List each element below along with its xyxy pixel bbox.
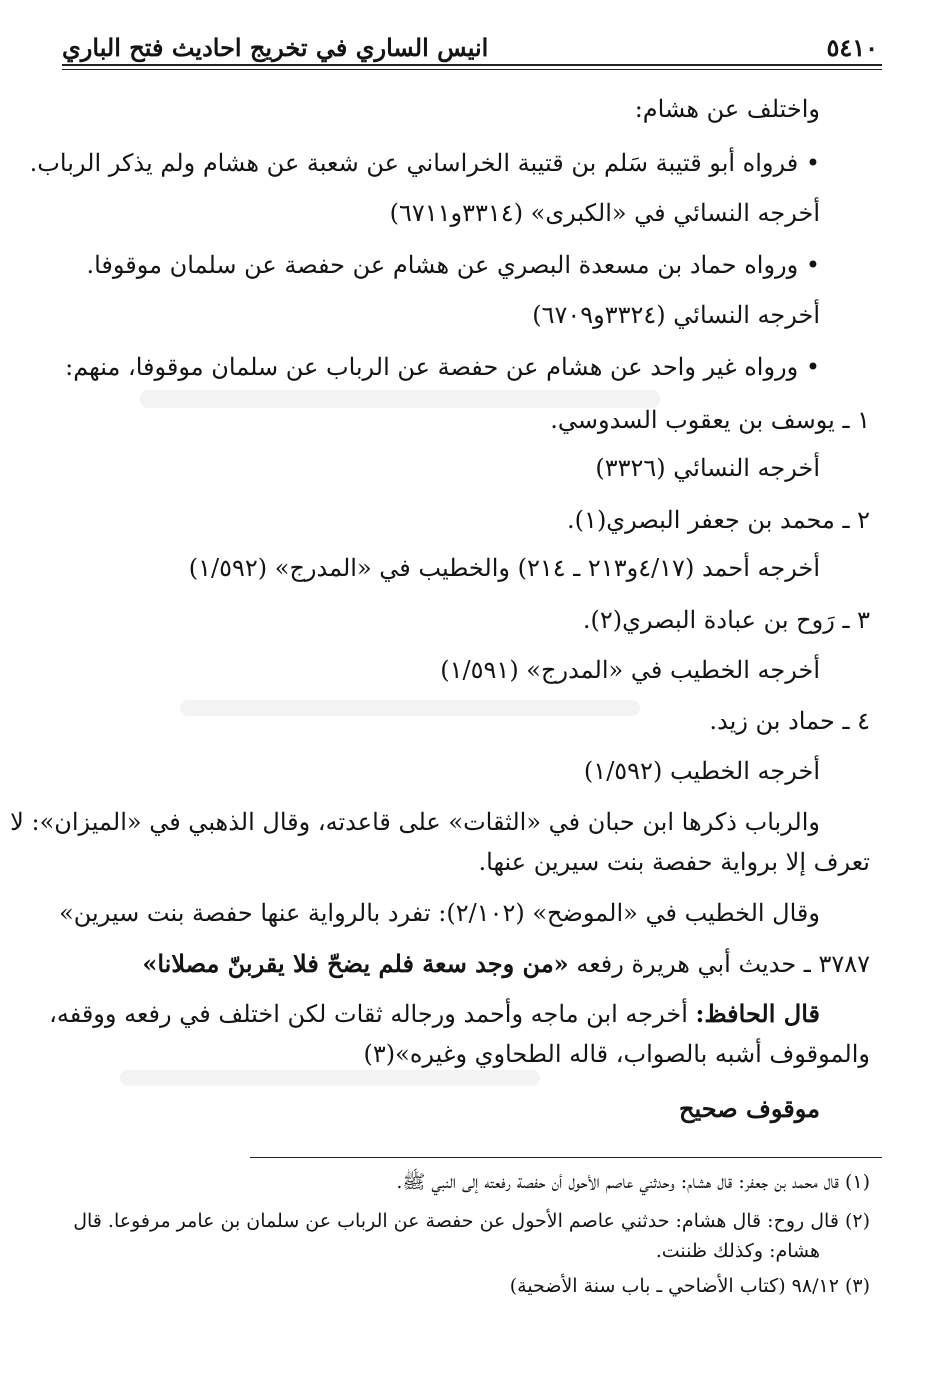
body-line: • فرواه أبو قتيبة سَلم بن قتيبة الخراساني عن شعبة عن هشام ولم يذكر الرباب. (29, 149, 820, 177)
list-item: ٣ ـ رَوح بن عبادة البصري(٢). (582, 606, 870, 634)
hadith-heading (142, 947, 870, 981)
hafiz-text: أخرجه ابن ماجه وأحمد ورجاله ثقات لكن اختلف في رفعه ووقفه، (49, 1000, 688, 1028)
body-line: أخرجه أحمد (٤/١٧و٢١٣ ـ ٢١٤) والخطيب في «المدرج» (١/٥٩٢) (188, 554, 820, 582)
body-line: أخرجه الخطيب (١/٥٩٢) (583, 757, 820, 785)
body-line: والرباب ذكرها ابن حبان في «الثقات» على قاعدته، وقال الذهبي في «الميزان»: لا (10, 808, 820, 836)
hadith-number-text: ٣٧٨٧ ـ حديث أبي هريرة رفعه (576, 950, 870, 978)
hadith-text: «من وجد سعة فلم يضحّ فلا يقربنّ مصلانا» (142, 949, 569, 978)
book-title: انيس الساري في تخريج احاديث فتح الباري (62, 32, 489, 62)
body-line: واختلف عن هشام: (634, 95, 820, 123)
verdict: موقوف صحيح (679, 1094, 820, 1123)
footnote-rule (250, 1157, 882, 1158)
show-through-artifact (120, 1070, 540, 1086)
footnote-3: (٣) ٩٨/١٢ (كتاب الأضاحي ـ باب سنة الأضحية) (509, 1275, 870, 1297)
footnote-2: (٢) قال روح: قال هشام: حدثني عاصم الأحول عن حفصة عن الرباب عن سلمان بن عامر مرفوعا. قال (73, 1210, 870, 1232)
body-line: أخرجه الخطيب في «المدرج» (١/٥٩١) (440, 656, 820, 684)
hafiz-statement (49, 997, 820, 1031)
list-item: ٤ ـ حماد بن زيد. (709, 707, 870, 735)
list-item: ٢ ـ محمد بن جعفر البصري(١). (567, 506, 870, 534)
body-line: تعرف إلا برواية حفصة بنت سيرين عنها. (478, 848, 870, 876)
running-header (62, 30, 878, 64)
footnote-2-continued: هشام: وكذلك ظننت. (655, 1240, 820, 1262)
body-line: وقال الخطيب في «الموضح» (٢/١٠٢): تفرد بالرواية عنها حفصة بنت سيرين» (59, 899, 820, 927)
hafiz-label: قال الحافظ: (695, 999, 820, 1028)
body-line: أخرجه النسائي (٣٣٢٦) (595, 454, 820, 482)
body-line: • ورواه حماد بن مسعدة البصري عن هشام عن حفصة عن سلمان موقوفا. (86, 251, 820, 279)
body-line: • ورواه غير واحد عن هشام عن حفصة عن الرباب عن سلمان موقوفا، منهم: (65, 353, 820, 381)
body-line: أخرجه النسائي في «الكبرى» (٣٣١٤و٦٧١١) (389, 199, 820, 227)
header-rule (62, 64, 882, 66)
body-line: أخرجه النسائي (٣٣٢٤و٦٧٠٩) (532, 301, 820, 329)
header-rule-thin (62, 69, 882, 70)
list-item: ١ ـ يوسف بن يعقوب السدوسي. (550, 406, 870, 434)
footnote-1: (١) قال محمد بن جعفر: قال هشام: وحدثني عاصم الأحول أن حفصة رفعته إلى النبي ﷺ. (396, 1171, 870, 1193)
show-through-artifact (180, 700, 640, 716)
body-line: والموقوف أشبه بالصواب، قاله الطحاوي وغيره»(٣) (363, 1040, 870, 1068)
page-number: ٥٤١٠ (826, 32, 878, 62)
